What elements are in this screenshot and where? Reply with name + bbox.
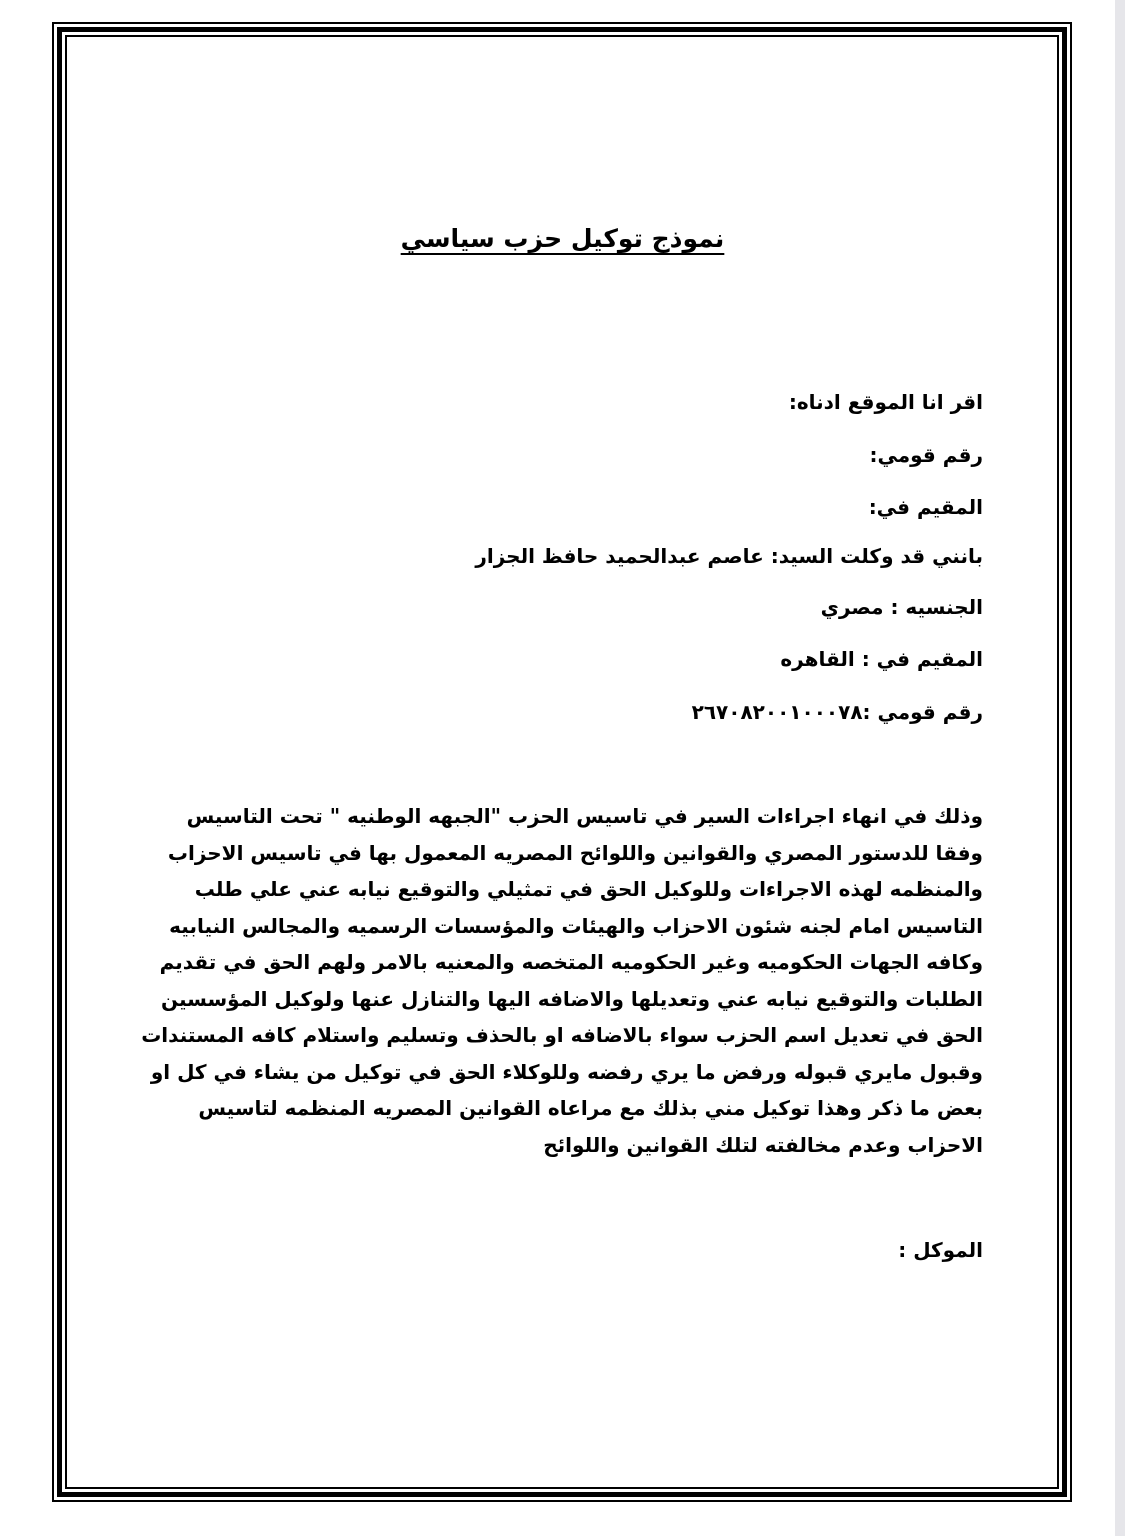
signature-label: الموكل : [898, 1238, 983, 1262]
body-line: بعض ما ذكر وهذا توكيل مني بذلك مع مراعاه القوانين المصريه المنظمه لتاسيس [198, 1096, 983, 1120]
national-id-label: رقم قومي: [869, 443, 983, 467]
body-line: الاحزاب وعدم مخالفته لتلك القوانين واللوائح [543, 1133, 983, 1157]
body-line: وفقا للدستور المصري والقوانين واللوائح المصريه المعمول بها في تاسيس الاحزاب [167, 841, 983, 865]
declaration-line: اقر انا الموقع ادناه: [788, 390, 983, 414]
body-line: والمنظمه لهذه الاجراءات وللوكيل الحق في تمثيلي والتوقيع نيابه عني علي طلب [194, 877, 983, 901]
agent-name: بانني قد وكلت السيد: عاصم عبدالحميد حافظ الجزار [475, 544, 983, 568]
body-line: الحق في تعديل اسم الحزب سواء بالاضافه او بالحذف وتسليم واستلام كافه المستندات [141, 1023, 983, 1047]
body-line: وذلك في انهاء اجراءات السير في تاسيس الحزب "الجبهه الوطنيه " تحت التاسيس [186, 804, 983, 828]
residence-label: المقيم في: [868, 495, 983, 519]
agent-national-id: رقم قومي :٢٦٧٠٨٢٠٠١٠٠٠٧٨ [691, 700, 983, 724]
nationality: الجنسيه : مصري [820, 595, 983, 619]
document-title [0, 224, 1125, 253]
body-line: التاسيس امام لجنه شئون الاحزاب والهيئات والمؤسسات الرسميه والمجالس النيابيه [169, 914, 983, 938]
body-line: وقبول مايري قبوله ورفض ما يري رفضه وللوكلاء الحق في توكيل من يشاء في كل او [150, 1060, 983, 1084]
agent-residence: المقيم في : القاهره [780, 647, 983, 671]
body-line: وكافه الجهات الحكوميه وغير الحكوميه المتخصه والمعنيه بالامر ولهم الحق في تقديم [159, 950, 983, 974]
title-text: نموذج توكيل حزب سياسي [400, 224, 725, 253]
body-line: الطلبات والتوقيع نيابه عني وتعديلها والاضافه اليها والتنازل عنها ولوكيل المؤسسين [160, 987, 983, 1011]
